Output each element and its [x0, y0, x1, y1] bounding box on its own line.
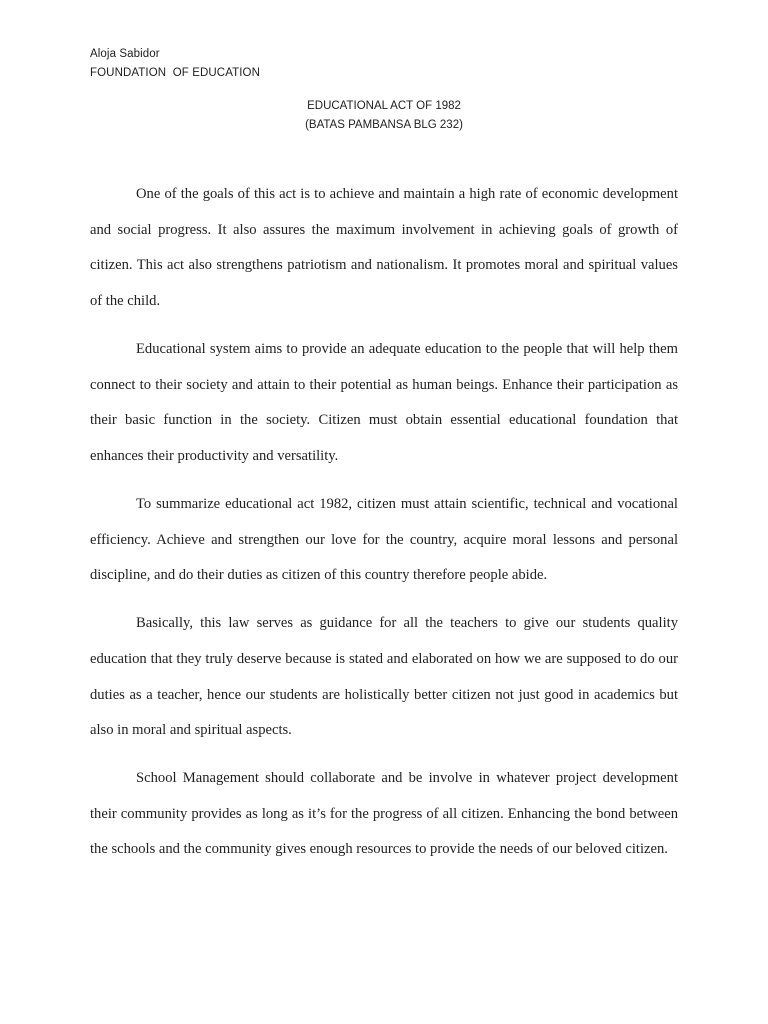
document-title — [90, 97, 678, 135]
paragraph-4: Basically, this law serves as guidance for all the teachers to give our students quality education that they truly deserve because is stated and elaborated on how we are supposed to do our duties as a teacher, hence our students are holistically better citizen not just good in academics but also in moral and spiritual aspects. — [90, 615, 678, 739]
document-body — [90, 177, 678, 881]
paragraph-1: One of the goals of this act is to achieve and maintain a high rate of economic development and social progress. It also assures the maximum involvement in achieving goals of growth of citizen. This act also strengthens patriotism and nationalism. It promotes moral and spiritual values of the child. — [90, 186, 678, 309]
author-name: Aloja Sabidor — [90, 48, 160, 60]
course-name: FOUNDATION OF EDUCATION — [90, 67, 260, 79]
paragraph-5: School Management should collaborate and be involve in whatever project development their community provides as long as it’s for the progress of all citizen. Enhancing the bond between the schools and the community gives enough resources to provide the needs of our beloved citizen. — [90, 770, 678, 858]
paragraph-3: To summarize educational act 1982, citizen must attain scientific, technical and vocational efficiency. Achieve and strengthen our love for the country, acquire moral lessons and personal discipline, and do their duties as citizen of this country therefore people abide. — [90, 495, 678, 584]
title-line-1: EDUCATIONAL ACT OF 1982 — [307, 100, 461, 112]
title-line-2: (BATAS PAMBANSA BLG 232) — [305, 119, 463, 131]
paragraph-2: Educational system aims to provide an adequate education to the people that will help them connect to their society and attain to their potential as human beings. Enhance their participation as their basic function in the society. Citizen must obtain essential educational foundation that enhances their productivity and versatility. — [90, 340, 678, 464]
document-header — [90, 45, 260, 83]
